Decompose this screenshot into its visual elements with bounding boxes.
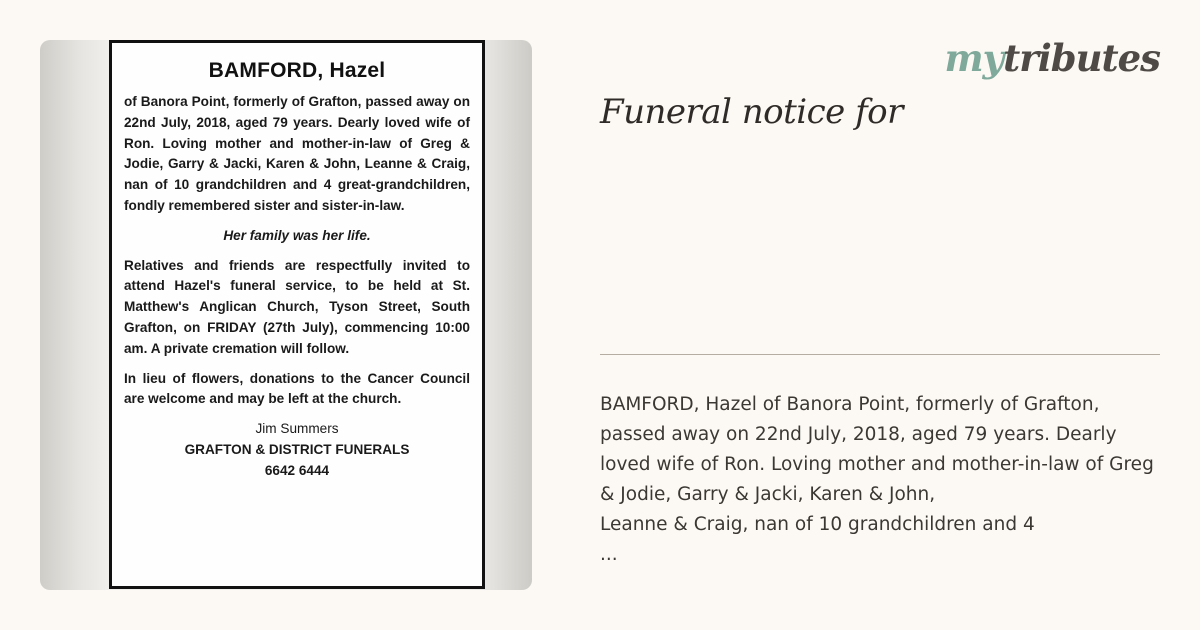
page-heading: Funeral notice for [600, 92, 903, 132]
logo-tributes: tributes [1003, 36, 1160, 80]
divider [600, 354, 1160, 355]
notice-paragraph-donations: In lieu of flowers, donations to the Cancer Council are welcome and may be left at the church. [124, 370, 470, 407]
mytributes-logo [944, 36, 1160, 80]
notice-motto: Her family was her life. [223, 227, 371, 243]
funeral-home-name: GRAFTON & DISTRICT FUNERALS [184, 441, 410, 457]
funeral-director-name: Jim Summers [255, 421, 339, 437]
notice-excerpt: BAMFORD, Hazel of Banora Point, formerly of Grafton, passed away on 22nd July, 2018, aged 79 years. Dearly loved wife of Ron. Loving mother and mother-in-law of Greg & Jodie, Garry & Jacki, Karen & John, Leanne & Craig, nan of 10 grandchildren and 4 ... [600, 394, 1154, 565]
funeral-home-phone: 6642 6444 [264, 462, 330, 478]
notice-image [40, 40, 532, 590]
logo-my: my [944, 36, 1004, 80]
notice-title: BAMFORD, Hazel [208, 59, 386, 82]
notice-paragraph-details: of Banora Point, formerly of Grafton, passed away on 22nd July, 2018, aged 79 years. Dearly loved wife of Ron. Loving mother and mother-in-law of Greg & Jodie, Garry & Jacki, Karen & John, Leanne & Craig, nan of 10 grandchildren and 4 great-grandchildren, fondly remembered sister and sister-in-law. [124, 94, 470, 213]
notice-paragraph-service: Relatives and friends are respectfully invited to attend Hazel's funeral service, to be held at St. Matthew's Anglican Church, Tyson Street, South Grafton, on FRIDAY (27th July), commencing 10:00 am. A private cremation will follow. [124, 257, 470, 356]
funeral-notice-clipping [109, 40, 485, 589]
